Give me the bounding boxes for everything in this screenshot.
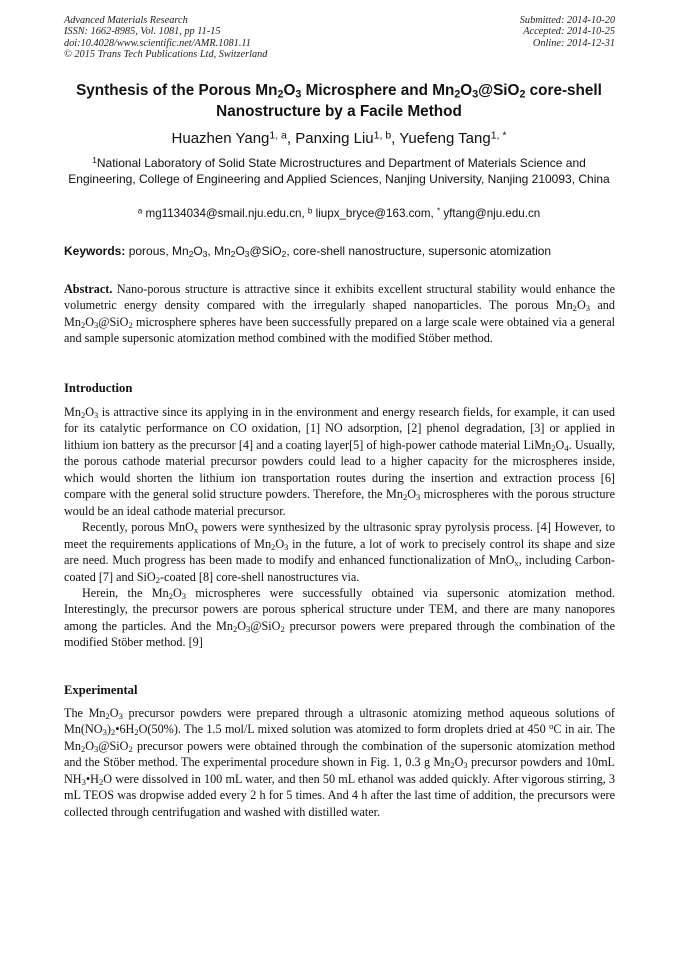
paper-title (40, 80, 638, 122)
submitted-date: Submitted: 2014-10-20 (519, 15, 615, 26)
author-list: Huazhen Yang$^{1, a}$, Panxing Liu$^{1, b}$, Yuefeng Tang$^{1, *}$ (171, 129, 507, 147)
email-2: liupx_bryce@163.com, (312, 207, 437, 220)
introduction-heading: Introduction (64, 381, 133, 395)
journal-doi: doi:10.4028/www.scientific.net/AMR.1081.11 (64, 37, 251, 49)
experimental-paragraph: The $Mn_2O_3$ precursor powders were prepared through a ultrasonic atomizing method aqueous solutions of $Mn(NO_3)_2•6H_2O(50\%)$. The 1.5 mol/L mixed solution was atomized to form droplets dried at 450 $^o$C in air. The $Mn_2O_3@SiO_2$ precursor powers were obtained through the combination of the supersonic atomization method and the Stöber method. The experimental procedure shown in Fig. 1, 0.3 g $Mn_2O_3$ precursor powders and 10mL $NH_3•H_2O$ were dissolved in 100 mL water, and then 50 mL ethanol was added quickly. After vigorous stirring, 3 mL TEOS was dropwise added every 2 h for 5 times. And 4 h after the last time of addition, the precursors were collected through centrifugation and washed with distilled water. (64, 706, 615, 819)
journal-header-right (520, 15, 615, 49)
email-1: mg1134034@smail.nju.edu.cn, (142, 207, 308, 220)
journal-header-left (64, 15, 267, 61)
email-3: yftang@nju.edu.cn (440, 207, 541, 220)
author-emails: $^a$ mg1134034@smail.nju.edu.cn, $^b$ liupx_bryce@163.com, * yftang@nju.edu.cn (137, 206, 541, 220)
experimental-heading: Experimental (64, 683, 138, 697)
intro-paragraph-1: $Mn_2O_3$ is attractive since its applying in in the environment and energy research fields, for example, it can used for its catalytic performance on CO oxidation, [1] NO adsorption, [2] phenol degradation, [3] or applied in lithium ion battery as the precursor [4] and a coating layer[5] of high-power cathode material $LiMn_2O_4$. Usually, the porous cathode material precursor powders could lead to a higher capacity for the microspheres inside, which would shorten the lithium ion transportation routes during the insertion and extraction process [6] compare with the general solid structure powders. Therefore, the $Mn_2O_3$ microspheres with the porous structure would be an ideal cathode material precursor. (64, 405, 615, 518)
experimental-body (64, 705, 615, 820)
keywords-label: Keywords: (64, 244, 126, 258)
author-1: Huazhen Yang (171, 130, 270, 147)
title-line-2: Nanostructure by a Facile Method (216, 103, 462, 120)
online-date: Online: 2014-12-31 (532, 37, 615, 49)
journal-name: Advanced Materials Research (64, 15, 188, 26)
keywords: Keywords: porous, $Mn_2O_3$, $Mn_2O_3@SiO_2$, core-shell nanostructure, supersonic atomization (64, 244, 552, 260)
introduction-body (64, 404, 615, 651)
author-2: Panxing Liu (295, 130, 374, 147)
author-3: Yuefeng Tang (399, 130, 491, 147)
abstract-label: Abstract. (64, 282, 113, 296)
journal-issn: ISSN: 1662-8985, Vol. 1081, pp 11-15 (64, 26, 221, 38)
abstract: Abstract. Nano-porous structure is attractive since it exhibits excellent structural stability would enhance the volumetric energy density compared with the irregularly shaped nanoparticles. The porous $Mn_2O_3$ and $Mn_2O_3@SiO_2$ microsphere spheres have been successfully prepared on a large scale were obtained via a general and sample supersonic atomization method combined with the modified Stöber method. (64, 282, 615, 346)
affiliation: $^1$National Laboratory of Solid State Microstructures and Department of Materials Science and Engineering, College of Engineering and Applied Sciences, Nanjing University, Nanjing 210093, China (68, 155, 610, 186)
intro-paragraph-2: Recently, porous MnO$_x$ powers were synthesized by the ultrasonic spray pyrolysis process. [4] However, to meet the requirements applications of $Mn_2O_3$ in the future, a lot of work to precisely control its shape and size are need. Much progress has been made to modify and enhanced functionalization of MnO$_x$, including Carbon-coated [7] and SiO$_2$-coated [8] core-shell nanostructures via. (64, 520, 616, 585)
intro-paragraph-3: Herein, the $Mn_2O_3$ microspheres were successfully obtained via supersonic atomization method. Interestingly, the precursor powers are porous spherical structure under TEM, and there are many nanopores among the particles. And the $Mn_2O_3@SiO_2$ precursor powers were prepared through the combination of the modified Stöber method. [9] (64, 585, 616, 650)
title-line-1: Synthesis of the Porous $Mn_2O_3$ Microsphere and $Mn_2O_3@SiO_2$ core-shell (76, 82, 602, 101)
journal-copyright: © 2015 Trans Tech Publications Ltd, Switzerland (64, 49, 268, 61)
accepted-date: Accepted: 2014-10-25 (523, 26, 615, 38)
